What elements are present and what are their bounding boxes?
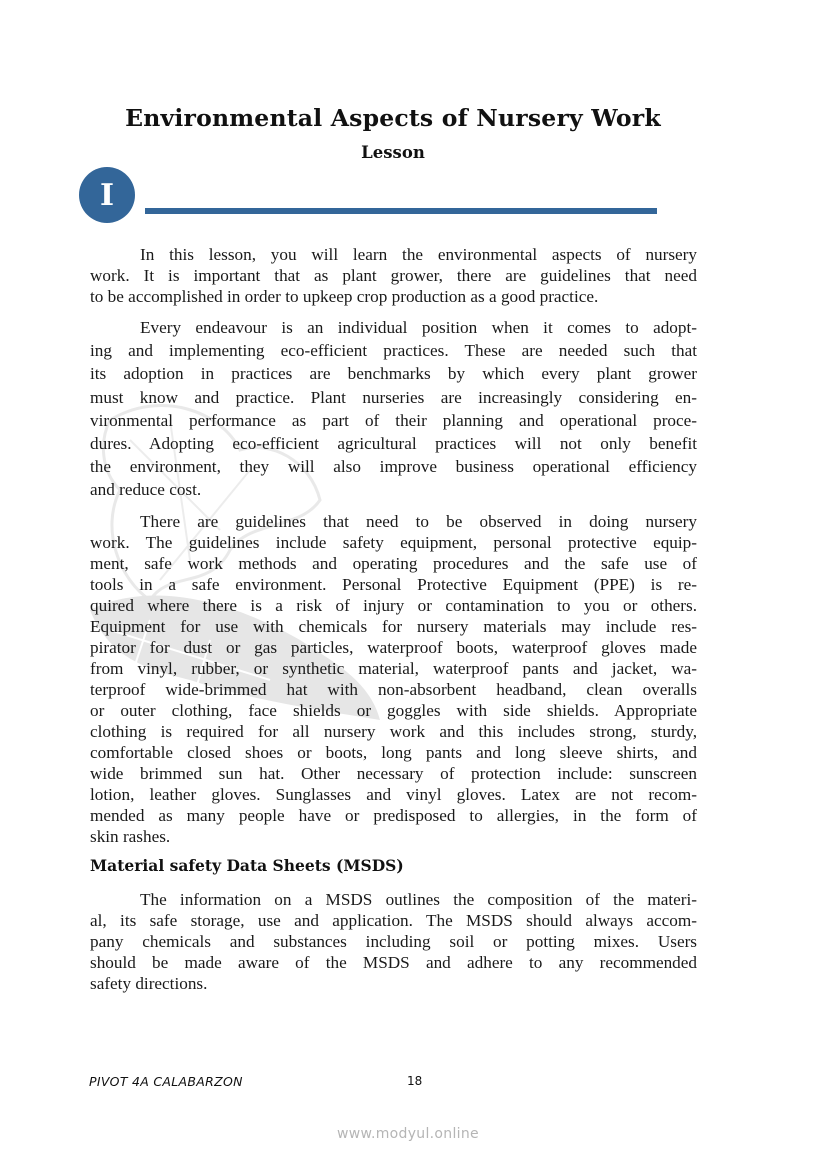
text-line: The information on a MSDS outlines the composition of the materi- [140,890,697,909]
text-line: wide brimmed sun hat. Other necessary of protection include: sunscreen [90,764,697,783]
text-line: quired where there is a risk of injury or contamination to you or others. [90,596,697,615]
text-line: In this lesson, you will learn the environmental aspects of nursery [140,245,697,264]
paragraph-msds [90,889,697,994]
text-line: dures. Adopting eco-efficient agricultural practices will not only benefit [90,433,697,453]
text-line: skin rashes. [90,827,171,846]
section-divider [145,208,657,214]
website-watermark: www.modyul.online [337,1126,479,1142]
text-line: pirator for dust or gas particles, waterproof boots, waterproof gloves made [90,638,697,657]
text-line: work. It is important that as plant grower, there are guidelines that need [90,266,697,285]
page-subtitle: Lesson [361,143,425,162]
text-line: and reduce cost. [90,480,202,500]
text-line: tools in a safe environment. Personal Protective Equipment (PPE) is re- [90,575,697,594]
text-line: comfortable closed shoes or boots, long pants and long sleeve shirts, and [90,743,697,762]
paragraph-guidelines [90,511,697,847]
text-line: There are guidelines that need to be observed in doing nursery [140,512,697,531]
footer-region-label: PIVOT 4A CALABARZON [89,1074,243,1089]
text-line: ing and implementing eco-efficient practices. These are needed such that [90,341,697,361]
page-number: 18 [407,1074,423,1088]
text-line: from vinyl, rubber, or synthetic material, waterproof pants and jacket, wa- [90,659,697,678]
text-line: to be accomplished in order to upkeep crop production as a good practice. [90,287,599,306]
section-badge-label: I [99,177,115,213]
text-line: pany chemicals and substances including soil or potting mixes. Users [90,932,697,951]
paragraph-eco-efficient [90,316,697,502]
text-line: al, its safe storage, use and application. The MSDS should always accom- [90,911,697,930]
page-title: Environmental Aspects of Nursery Work [125,104,661,132]
text-line: work. The guidelines include safety equipment, personal protective equip- [90,533,697,552]
text-line: its adoption in practices are benchmarks by which every plant grower [90,364,697,384]
text-line: the environment, they will also improve business operational efficiency [90,457,697,477]
text-line: terproof wide-brimmed hat with non-absorbent headband, clean overalls [90,680,697,699]
section-heading-msds: Material safety Data Sheets (MSDS) [90,856,404,875]
text-line: Equipment for use with chemicals for nursery materials may include res- [90,617,697,636]
section-badge [79,167,135,223]
text-line: mended as many people have or predisposed to allergies, in the form of [90,806,697,825]
text-line: or outer clothing, face shields or goggles with side shields. Appropriate [90,701,697,720]
text-line: safety directions. [90,974,208,993]
paragraph-intro [90,244,697,307]
text-line: Every endeavour is an individual position when it comes to adopt- [140,318,697,337]
text-line: clothing is required for all nursery work and this includes strong, sturdy, [90,722,697,741]
text-line: must know and practice. Plant nurseries are increasingly considering en- [90,387,697,407]
text-line: vironmental performance as part of their planning and operational proce- [90,410,697,430]
text-line: should be made aware of the MSDS and adhere to any recommended [90,953,697,972]
text-line: lotion, leather gloves. Sunglasses and vinyl gloves. Latex are not recom- [90,785,697,804]
text-line: ment, safe work methods and operating procedures and the safe use of [90,554,697,573]
